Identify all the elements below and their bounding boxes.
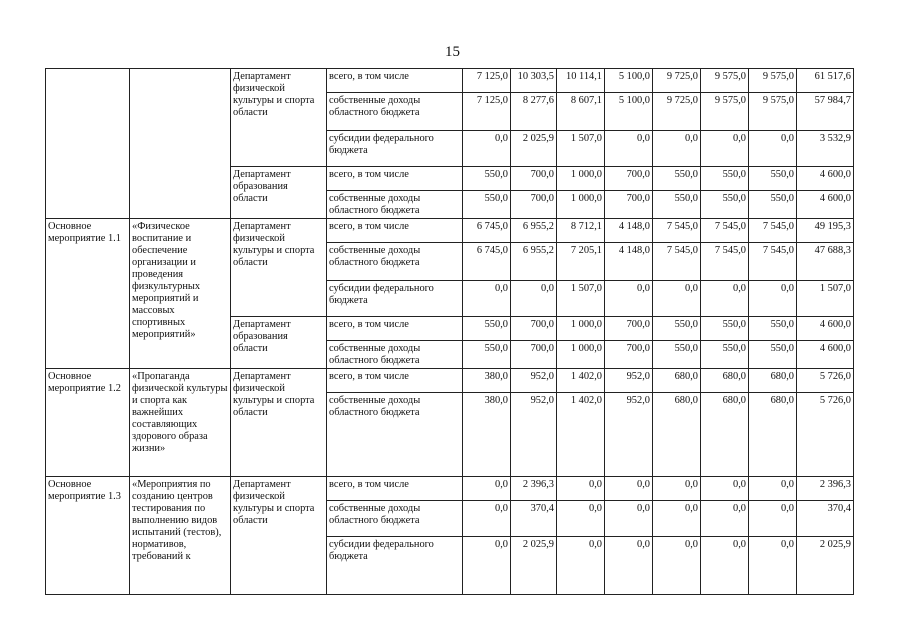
funding-source-cell: собственные доходы областного бюджета — [327, 341, 463, 369]
year-value-cell: 952,0 — [605, 393, 653, 477]
year-value-cell: 0,0 — [557, 501, 605, 537]
year-value-cell: 952,0 — [605, 369, 653, 393]
funding-source-cell: субсидии федерального бюджета — [327, 131, 463, 167]
year-value-cell: 0,0 — [511, 281, 557, 317]
funding-source-cell: субсидии федерального бюджета — [327, 537, 463, 595]
table-row — [46, 369, 854, 393]
year-value-cell: 7 545,0 — [701, 219, 749, 243]
year-value-cell: 9 575,0 — [749, 69, 797, 93]
year-value-cell: 9 725,0 — [653, 93, 701, 131]
year-value-cell: 0,0 — [701, 501, 749, 537]
year-value-cell: 8 277,6 — [511, 93, 557, 131]
year-value-cell: 550,0 — [701, 167, 749, 191]
year-value-cell: 0,0 — [653, 131, 701, 167]
total-value-cell: 57 984,7 — [797, 93, 854, 131]
total-value-cell: 4 600,0 — [797, 341, 854, 369]
activity-cell — [46, 69, 130, 219]
year-value-cell: 550,0 — [701, 317, 749, 341]
year-value-cell: 700,0 — [511, 341, 557, 369]
year-value-cell: 6 745,0 — [463, 219, 511, 243]
total-value-cell: 61 517,6 — [797, 69, 854, 93]
funding-source-cell: всего, в том числе — [327, 167, 463, 191]
year-value-cell: 9 725,0 — [653, 69, 701, 93]
year-value-cell: 550,0 — [463, 167, 511, 191]
year-value-cell: 700,0 — [511, 317, 557, 341]
year-value-cell: 550,0 — [653, 317, 701, 341]
year-value-cell: 5 100,0 — [605, 93, 653, 131]
funding-source-cell: всего, в том числе — [327, 477, 463, 501]
year-value-cell: 0,0 — [701, 281, 749, 317]
year-value-cell: 550,0 — [653, 167, 701, 191]
year-value-cell: 550,0 — [701, 191, 749, 219]
year-value-cell: 9 575,0 — [701, 69, 749, 93]
year-value-cell: 700,0 — [605, 341, 653, 369]
year-value-cell: 680,0 — [701, 369, 749, 393]
year-value-cell: 550,0 — [463, 341, 511, 369]
year-value-cell: 550,0 — [463, 317, 511, 341]
year-value-cell: 0,0 — [749, 501, 797, 537]
year-value-cell: 380,0 — [463, 393, 511, 477]
year-value-cell: 0,0 — [749, 131, 797, 167]
year-value-cell: 0,0 — [653, 501, 701, 537]
department-cell: Департамент физической культуры и спорта области — [231, 69, 327, 167]
total-value-cell: 4 600,0 — [797, 167, 854, 191]
year-value-cell: 550,0 — [463, 191, 511, 219]
year-value-cell: 0,0 — [605, 537, 653, 595]
year-value-cell: 0,0 — [463, 281, 511, 317]
total-value-cell: 4 600,0 — [797, 191, 854, 219]
funding-source-cell: всего, в том числе — [327, 317, 463, 341]
year-value-cell: 1 000,0 — [557, 167, 605, 191]
year-value-cell: 1 507,0 — [557, 281, 605, 317]
description-cell: «Физическое воспитание и обеспечение организации и проведения физкультурных мероприятий и массовых спортивных мероприятий» — [130, 219, 231, 369]
year-value-cell: 7 125,0 — [463, 93, 511, 131]
total-value-cell: 2 025,9 — [797, 537, 854, 595]
year-value-cell: 4 148,0 — [605, 219, 653, 243]
total-value-cell: 3 532,9 — [797, 131, 854, 167]
year-value-cell: 680,0 — [653, 369, 701, 393]
year-value-cell: 7 545,0 — [749, 243, 797, 281]
page-number: 15 — [445, 44, 460, 60]
department-cell: Департамент физической культуры и спорта области — [231, 219, 327, 317]
year-value-cell: 700,0 — [605, 191, 653, 219]
total-value-cell: 5 726,0 — [797, 393, 854, 477]
year-value-cell: 7 545,0 — [653, 243, 701, 281]
department-cell: Департамент образования области — [231, 167, 327, 219]
year-value-cell: 0,0 — [605, 281, 653, 317]
year-value-cell: 0,0 — [749, 537, 797, 595]
total-value-cell: 49 195,3 — [797, 219, 854, 243]
funding-source-cell: собственные доходы областного бюджета — [327, 191, 463, 219]
year-value-cell: 700,0 — [511, 191, 557, 219]
year-value-cell: 7 545,0 — [653, 219, 701, 243]
funding-source-cell: собственные доходы областного бюджета — [327, 501, 463, 537]
year-value-cell: 0,0 — [605, 477, 653, 501]
year-value-cell: 6 745,0 — [463, 243, 511, 281]
budget-table — [45, 68, 854, 595]
funding-source-cell: собственные доходы областного бюджета — [327, 243, 463, 281]
year-value-cell: 680,0 — [701, 393, 749, 477]
funding-source-cell: всего, в том числе — [327, 369, 463, 393]
funding-source-cell: собственные доходы областного бюджета — [327, 393, 463, 477]
year-value-cell: 550,0 — [749, 167, 797, 191]
year-value-cell: 1 402,0 — [557, 393, 605, 477]
year-value-cell: 0,0 — [701, 537, 749, 595]
year-value-cell: 0,0 — [653, 537, 701, 595]
year-value-cell: 2 025,9 — [511, 131, 557, 167]
year-value-cell: 680,0 — [749, 393, 797, 477]
year-value-cell: 1 507,0 — [557, 131, 605, 167]
year-value-cell: 0,0 — [463, 501, 511, 537]
year-value-cell: 6 955,2 — [511, 243, 557, 281]
year-value-cell: 0,0 — [749, 477, 797, 501]
year-value-cell: 10 114,1 — [557, 69, 605, 93]
year-value-cell: 952,0 — [511, 369, 557, 393]
year-value-cell: 0,0 — [605, 131, 653, 167]
year-value-cell: 0,0 — [463, 537, 511, 595]
year-value-cell: 0,0 — [701, 477, 749, 501]
department-cell: Департамент образования области — [231, 317, 327, 369]
year-value-cell: 7 545,0 — [701, 243, 749, 281]
year-value-cell: 550,0 — [653, 191, 701, 219]
year-value-cell: 0,0 — [463, 131, 511, 167]
year-value-cell: 4 148,0 — [605, 243, 653, 281]
year-value-cell: 550,0 — [749, 191, 797, 219]
year-value-cell: 7 125,0 — [463, 69, 511, 93]
year-value-cell: 0,0 — [653, 281, 701, 317]
activity-cell: Основное мероприятие 1.1 — [46, 219, 130, 369]
year-value-cell: 700,0 — [511, 167, 557, 191]
total-value-cell: 47 688,3 — [797, 243, 854, 281]
year-value-cell: 9 575,0 — [749, 93, 797, 131]
year-value-cell: 1 000,0 — [557, 341, 605, 369]
year-value-cell: 1 402,0 — [557, 369, 605, 393]
year-value-cell: 10 303,5 — [511, 69, 557, 93]
activity-cell: Основное мероприятие 1.2 — [46, 369, 130, 477]
description-cell — [130, 69, 231, 219]
year-value-cell: 7 205,1 — [557, 243, 605, 281]
department-cell: Департамент физической культуры и спорта области — [231, 477, 327, 595]
year-value-cell: 0,0 — [701, 131, 749, 167]
year-value-cell: 1 000,0 — [557, 191, 605, 219]
year-value-cell: 8 712,1 — [557, 219, 605, 243]
year-value-cell: 0,0 — [463, 477, 511, 501]
year-value-cell: 9 575,0 — [701, 93, 749, 131]
table-row — [46, 477, 854, 501]
funding-source-cell: всего, в том числе — [327, 69, 463, 93]
table-row — [46, 219, 854, 243]
activity-cell: Основное мероприятие 1.3 — [46, 477, 130, 595]
description-cell: «Пропаганда физической культуры и спорта как важнейших составляющих здорового образа жизни» — [130, 369, 231, 477]
year-value-cell: 0,0 — [605, 501, 653, 537]
year-value-cell: 550,0 — [749, 341, 797, 369]
funding-source-cell: всего, в том числе — [327, 219, 463, 243]
year-value-cell: 700,0 — [605, 167, 653, 191]
year-value-cell: 2 396,3 — [511, 477, 557, 501]
table-row — [46, 69, 854, 93]
funding-source-cell: собственные доходы областного бюджета — [327, 93, 463, 131]
year-value-cell: 550,0 — [653, 341, 701, 369]
year-value-cell: 0,0 — [749, 281, 797, 317]
funding-source-cell: субсидии федерального бюджета — [327, 281, 463, 317]
year-value-cell: 0,0 — [557, 477, 605, 501]
total-value-cell: 370,4 — [797, 501, 854, 537]
year-value-cell: 680,0 — [653, 393, 701, 477]
total-value-cell: 5 726,0 — [797, 369, 854, 393]
total-value-cell: 4 600,0 — [797, 317, 854, 341]
year-value-cell: 2 025,9 — [511, 537, 557, 595]
year-value-cell: 6 955,2 — [511, 219, 557, 243]
year-value-cell: 952,0 — [511, 393, 557, 477]
total-value-cell: 2 396,3 — [797, 477, 854, 501]
year-value-cell: 5 100,0 — [605, 69, 653, 93]
year-value-cell: 380,0 — [463, 369, 511, 393]
year-value-cell: 8 607,1 — [557, 93, 605, 131]
department-cell: Департамент физической культуры и спорта области — [231, 369, 327, 477]
year-value-cell: 0,0 — [557, 537, 605, 595]
year-value-cell: 370,4 — [511, 501, 557, 537]
year-value-cell: 680,0 — [749, 369, 797, 393]
year-value-cell: 1 000,0 — [557, 317, 605, 341]
total-value-cell: 1 507,0 — [797, 281, 854, 317]
year-value-cell: 7 545,0 — [749, 219, 797, 243]
year-value-cell: 700,0 — [605, 317, 653, 341]
year-value-cell: 0,0 — [653, 477, 701, 501]
year-value-cell: 550,0 — [749, 317, 797, 341]
description-cell: «Мероприятия по созданию центров тестирования по выполнению видов испытаний (тестов), нормативов, требований к — [130, 477, 231, 595]
year-value-cell: 550,0 — [701, 341, 749, 369]
